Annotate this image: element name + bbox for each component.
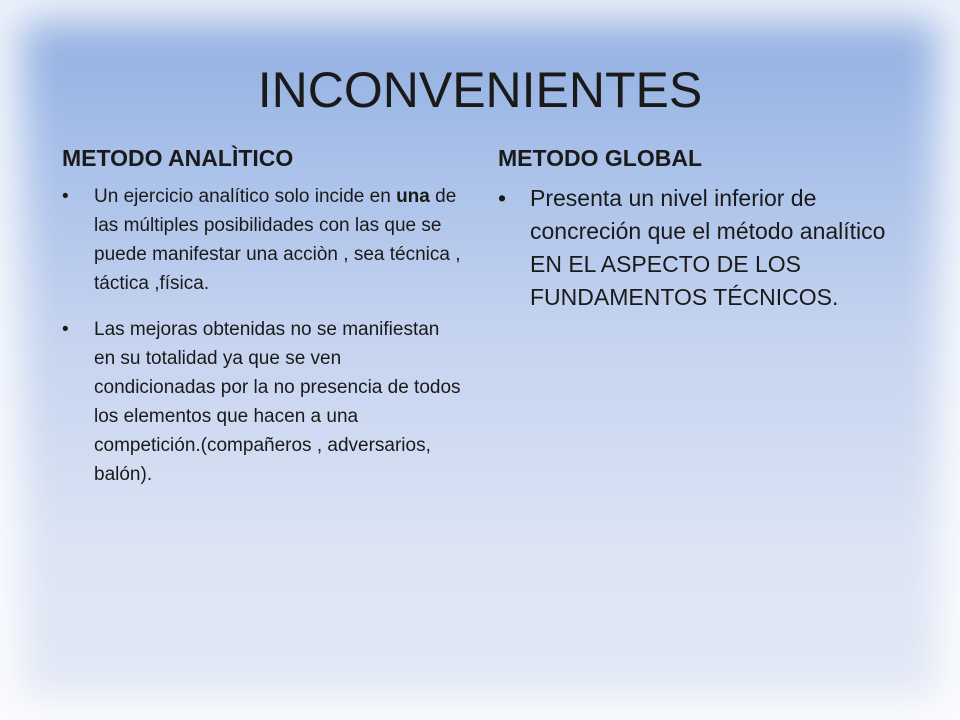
right-column	[498, 140, 908, 314]
left-bullet-list	[62, 182, 462, 489]
right-bullet-item	[498, 182, 908, 314]
left-bullet-1-text-start: Un ejercicio analítico solo incide en	[94, 186, 397, 207]
left-bullet-1-text-end: de las múltiples posibilidades con las que se puede manifestar una acciòn , sea técnica , táctica ,física.	[94, 186, 461, 294]
bullet-icon: •	[62, 319, 69, 340]
left-bullet-2-text: Las mejoras obtenidas no se manifiestan en su totalidad ya que se ven condicionadas por la no presencia de todos los elementos que hacen a una competición.(compañeros , adversarios, balón).	[94, 319, 461, 485]
right-bullet-list	[498, 182, 908, 314]
right-bullet-1-text: Presenta un nivel inferior de concreción que el método analítico EN EL ASPECTO DE LOS FUNDAMENTOS TÉCNICOS.	[530, 185, 886, 310]
left-bullet-item	[62, 315, 462, 489]
left-column-heading: METODO ANALÌTICO	[62, 145, 294, 171]
left-column	[62, 140, 462, 506]
left-bullet-item	[62, 182, 462, 298]
left-bullet-1-emphasis: una	[396, 186, 430, 207]
bullet-icon: •	[62, 186, 69, 207]
right-column-heading: METODO GLOBAL	[498, 145, 703, 171]
slide-title: INCONVENIENTES	[257, 62, 703, 118]
bullet-icon: •	[498, 185, 507, 211]
